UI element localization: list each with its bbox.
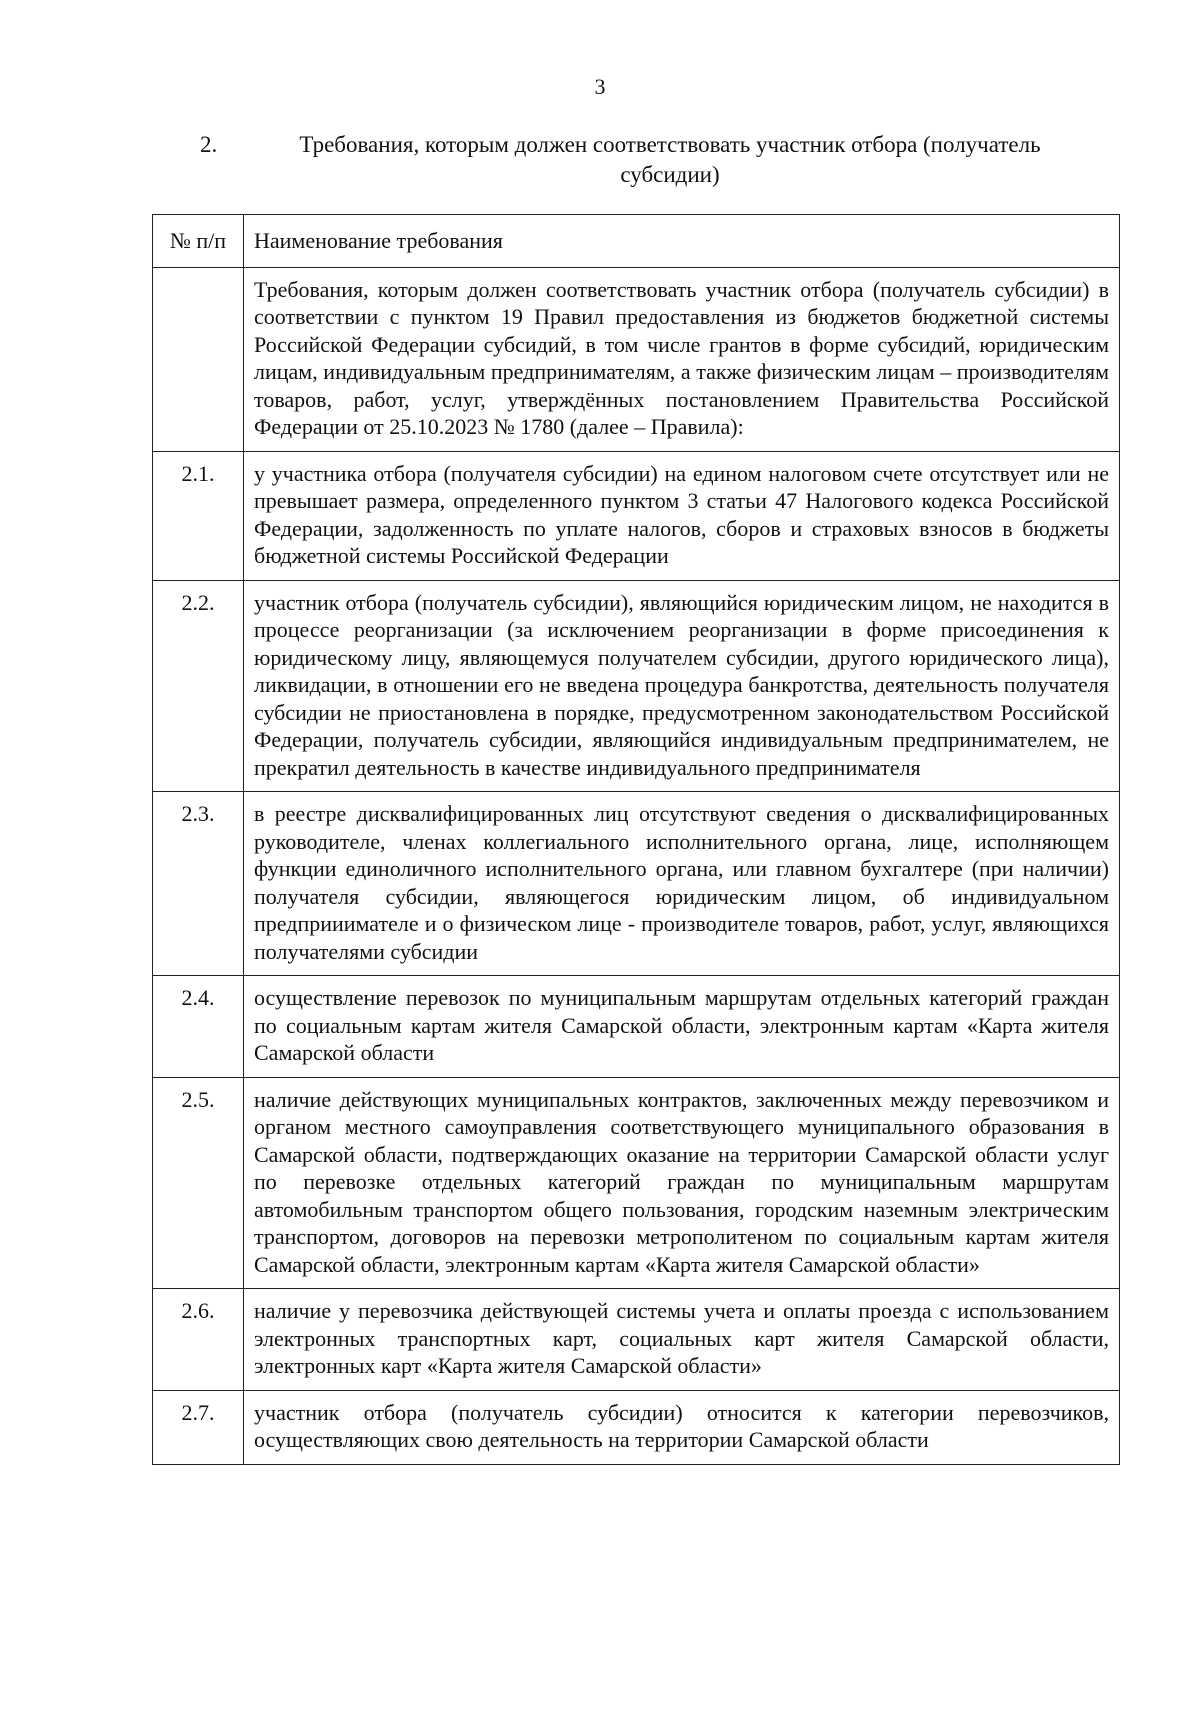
table-row: [153, 1289, 1120, 1391]
row-requirement-text: у участника отбора (получателя субсидии) на едином налоговом счете отсутствует или не превышает размера, определенного пунктом 3 статьи 47 Налогового кодекса Российской Федерации, задолженность по уплате налогов, сборов и страховых взносов в бюджеты бюджетной системы Российской Федерации: [244, 451, 1120, 580]
row-requirement-text: наличие у перевозчика действующей системы учета и оплаты проезда с использованием электронных транспортных карт, социальных карт жителя Самарской области, электронных карт «Карта жителя Самарской области»: [244, 1289, 1120, 1391]
row-requirement-text: участник отбора (получатель субсидии) относится к категории перевозчиков, осуществляющих свою деятельность на территории Самарской области: [244, 1390, 1120, 1464]
row-number: 2.4.: [153, 976, 244, 1078]
requirements-table: [152, 214, 1120, 1465]
page-number: 3: [594, 74, 606, 99]
section-number: 2.: [200, 132, 218, 157]
row-requirement-text: Требования, которым должен соответствовать участник отбора (получатель субсидии) в соответствии с пунктом 19 Правил предоставления из бюджетов бюджетной системы Российской Федерации субсидий, в том числе грантов в форме субсидий, юридическим лицам, индивидуальным предпринимателям, а также физическим лицам – производителям товаров, работ, услуг, утверждённых постановлением Правительства Российской Федерации от 25.10.2023 № 1780 (далее – Правила):: [244, 267, 1120, 451]
column-header-number: № п/п: [153, 215, 244, 268]
table-row: [153, 1390, 1120, 1464]
row-number: 2.1.: [153, 451, 244, 580]
table-row: [153, 580, 1120, 792]
table-row: [153, 267, 1120, 451]
column-header-requirement: Наименование требования: [244, 215, 1120, 268]
row-number: 2.7.: [153, 1390, 244, 1464]
row-number: [153, 267, 244, 451]
section-title: Требования, которым должен соответствовать участник отбора (получатель субсидии): [299, 132, 1041, 187]
row-number: 2.2.: [153, 580, 244, 792]
row-requirement-text: осуществление перевозок по муниципальным маршрутам отдельных категорий граждан по социальным картам жителя Самарской области, электронным картам «Карта жителя Самарской области: [244, 976, 1120, 1078]
table-header-row: [153, 215, 1120, 268]
table-row: [153, 451, 1120, 580]
table-row: [153, 1077, 1120, 1289]
table-row: [153, 792, 1120, 976]
row-requirement-text: наличие действующих муниципальных контрактов, заключенных между перевозчиком и органом местного самоуправления соответствующего муниципального образования в Самарской области, подтверждающих оказание на территории Самарской области услуг по перевозке отдельных категорий граждан по муниципальным маршрутам автомобильным транспортом общего пользования, городским наземным электрическим транспортом, договоров на перевозки метрополитеном по социальным картам жителя Самарской области, электронным картам «Карта жителя Самарской области»: [244, 1077, 1120, 1289]
row-requirement-text: в реестре дисквалифицированных лиц отсутствуют сведения о дисквалифицированных руководителе, членах коллегиального исполнительного органа, лице, исполняющем функции единоличного исполнительного органа, или главном бухгалтере (при наличии) получателя субсидии, являющегося юридическим лицом, об индивидуальном предприиимателе и о физическом лице - производителе товаров, работ, услуг, являющихся получателями субсидии: [244, 792, 1120, 976]
row-number: 2.5.: [153, 1077, 244, 1289]
table-row: [153, 976, 1120, 1078]
row-requirement-text: участник отбора (получатель субсидии), являющийся юридическим лицом, не находится в процессе реорганизации (за исключением реорганизации в форме присоединения к юридическому лицу, являющемуся получателем субсидии, другого юридического лица), ликвидации, в отношении его не введена процедура банкротства, деятельность получателя субсидии не приостановлена в порядке, предусмотренном законодательством Российской Федерации, получатель субсидии, являющийся индивидуальным предпринимателем, не прекратил деятельность в качестве индивидуального предпринимателя: [244, 580, 1120, 792]
section-heading: [200, 130, 1120, 190]
row-number: 2.6.: [153, 1289, 244, 1391]
row-number: 2.3.: [153, 792, 244, 976]
